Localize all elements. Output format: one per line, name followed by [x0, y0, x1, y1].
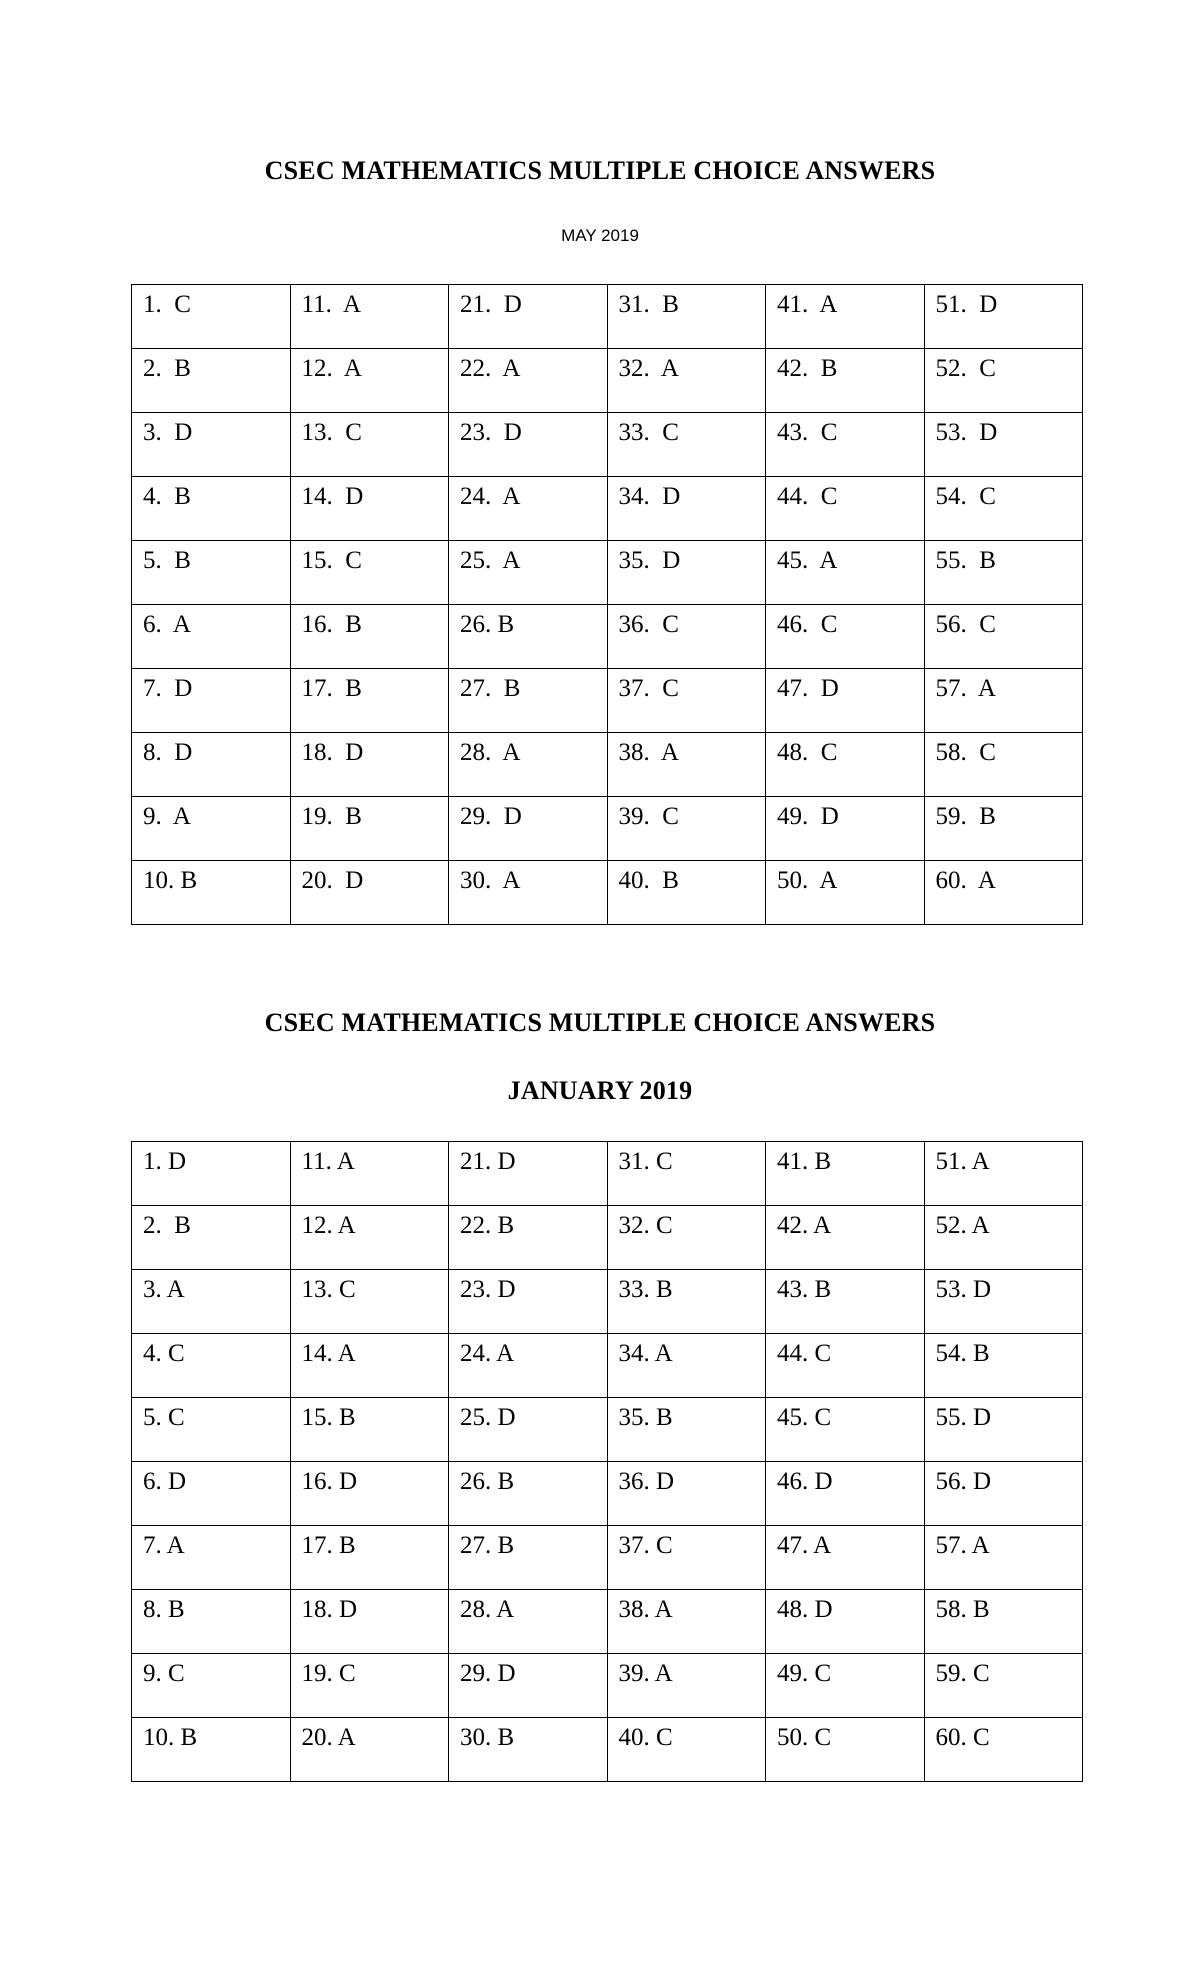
answer-cell: 57. A	[924, 1526, 1083, 1590]
answer-cell: 8. B	[132, 1590, 291, 1654]
answer-cell: 31. B	[607, 285, 766, 349]
answer-cell: 37. C	[607, 669, 766, 733]
answer-cell: 48. D	[766, 1590, 925, 1654]
table-row	[132, 1590, 1083, 1654]
page-title-january: CSEC MATHEMATICS MULTIPLE CHOICE ANSWERS	[264, 1008, 936, 1037]
answer-cell: 45. A	[766, 541, 925, 605]
answer-cell: 31. C	[607, 1142, 766, 1206]
answer-cell: 46. D	[766, 1462, 925, 1526]
answer-cell: 47. A	[766, 1526, 925, 1590]
answer-cell: 6. A	[132, 605, 291, 669]
answer-cell: 40. C	[607, 1718, 766, 1782]
answer-cell: 60. A	[924, 861, 1083, 925]
answer-cell: 19. C	[290, 1654, 449, 1718]
table-row	[132, 1206, 1083, 1270]
answer-cell: 35. D	[607, 541, 766, 605]
answer-cell: 5. C	[132, 1398, 291, 1462]
answer-cell: 43. B	[766, 1270, 925, 1334]
answer-cell: 32. A	[607, 349, 766, 413]
table-row	[132, 669, 1083, 733]
answer-cell: 36. D	[607, 1462, 766, 1526]
table-row	[132, 1334, 1083, 1398]
answer-cell: 17. B	[290, 669, 449, 733]
answer-cell: 39. C	[607, 797, 766, 861]
answer-cell: 1. D	[132, 1142, 291, 1206]
answer-cell: 13. C	[290, 413, 449, 477]
answer-cell: 50. A	[766, 861, 925, 925]
answer-cell: 43. C	[766, 413, 925, 477]
answer-cell: 34. D	[607, 477, 766, 541]
answer-cell: 33. C	[607, 413, 766, 477]
table-row	[132, 1718, 1083, 1782]
answer-cell: 14. A	[290, 1334, 449, 1398]
answer-cell: 59. C	[924, 1654, 1083, 1718]
answer-cell: 52. C	[924, 349, 1083, 413]
answer-cell: 60. C	[924, 1718, 1083, 1782]
answer-cell: 4. B	[132, 477, 291, 541]
answer-cell: 42. B	[766, 349, 925, 413]
table-row	[132, 285, 1083, 349]
answer-cell: 37. C	[607, 1526, 766, 1590]
answer-cell: 58. B	[924, 1590, 1083, 1654]
answer-cell: 8. D	[132, 733, 291, 797]
answer-cell: 53. D	[924, 1270, 1083, 1334]
section-subtitle-january: JANUARY 2019	[507, 1076, 693, 1105]
table-row	[132, 861, 1083, 925]
answer-cell: 22. A	[449, 349, 608, 413]
table-row	[132, 1270, 1083, 1334]
answer-cell: 3. A	[132, 1270, 291, 1334]
answer-cell: 58. C	[924, 733, 1083, 797]
answer-cell: 27. B	[449, 1526, 608, 1590]
answer-cell: 16. D	[290, 1462, 449, 1526]
answer-cell: 42. A	[766, 1206, 925, 1270]
answer-cell: 24. A	[449, 477, 608, 541]
page-title-may: CSEC MATHEMATICS MULTIPLE CHOICE ANSWERS	[264, 156, 936, 185]
answer-cell: 7. D	[132, 669, 291, 733]
answer-cell: 21. D	[449, 285, 608, 349]
table-row	[132, 1398, 1083, 1462]
answer-cell: 30. B	[449, 1718, 608, 1782]
answer-cell: 18. D	[290, 733, 449, 797]
answer-cell: 52. A	[924, 1206, 1083, 1270]
answer-cell: 56. D	[924, 1462, 1083, 1526]
answer-cell: 4. C	[132, 1334, 291, 1398]
answer-cell: 2. B	[132, 1206, 291, 1270]
answer-cell: 9. C	[132, 1654, 291, 1718]
answer-cell: 1. C	[132, 285, 291, 349]
answer-cell: 28. A	[449, 1590, 608, 1654]
answer-cell: 49. C	[766, 1654, 925, 1718]
table-row	[132, 797, 1083, 861]
answer-cell: 26. B	[449, 1462, 608, 1526]
answer-cell: 24. A	[449, 1334, 608, 1398]
table-row	[132, 413, 1083, 477]
answer-cell: 21. D	[449, 1142, 608, 1206]
table-row	[132, 733, 1083, 797]
answer-cell: 36. C	[607, 605, 766, 669]
section-subtitle-may: MAY 2019	[561, 226, 639, 245]
answer-cell: 19. B	[290, 797, 449, 861]
answer-cell: 18. D	[290, 1590, 449, 1654]
answer-cell: 51. A	[924, 1142, 1083, 1206]
table-row	[132, 1526, 1083, 1590]
answer-cell: 55. B	[924, 541, 1083, 605]
answer-cell: 15. C	[290, 541, 449, 605]
answer-cell: 2. B	[132, 349, 291, 413]
answer-cell: 13. C	[290, 1270, 449, 1334]
answer-cell: 57. A	[924, 669, 1083, 733]
answer-cell: 16. B	[290, 605, 449, 669]
answer-cell: 44. C	[766, 1334, 925, 1398]
answer-cell: 10. B	[132, 861, 291, 925]
answer-cell: 45. C	[766, 1398, 925, 1462]
answer-cell: 14. D	[290, 477, 449, 541]
answer-cell: 47. D	[766, 669, 925, 733]
answer-cell: 39. A	[607, 1654, 766, 1718]
answer-cell: 34. A	[607, 1334, 766, 1398]
answer-cell: 50. C	[766, 1718, 925, 1782]
answer-cell: 20. D	[290, 861, 449, 925]
table-row	[132, 1142, 1083, 1206]
answer-cell: 25. A	[449, 541, 608, 605]
answer-cell: 38. A	[607, 1590, 766, 1654]
answer-cell: 54. B	[924, 1334, 1083, 1398]
answer-cell: 12. A	[290, 349, 449, 413]
table-row	[132, 349, 1083, 413]
answer-cell: 38. A	[607, 733, 766, 797]
table-row	[132, 1654, 1083, 1718]
answer-cell: 29. D	[449, 1654, 608, 1718]
answer-cell: 55. D	[924, 1398, 1083, 1462]
answer-cell: 23. D	[449, 1270, 608, 1334]
answer-cell: 9. A	[132, 797, 291, 861]
answer-cell: 51. D	[924, 285, 1083, 349]
answer-cell: 33. B	[607, 1270, 766, 1334]
answer-cell: 22. B	[449, 1206, 608, 1270]
table-row	[132, 1462, 1083, 1526]
answer-cell: 11. A	[290, 1142, 449, 1206]
answer-cell: 54. C	[924, 477, 1083, 541]
answer-cell: 59. B	[924, 797, 1083, 861]
answer-cell: 25. D	[449, 1398, 608, 1462]
answer-table-january	[131, 1141, 1083, 1782]
answer-cell: 5. B	[132, 541, 291, 605]
answer-cell: 30. A	[449, 861, 608, 925]
answer-cell: 7. A	[132, 1526, 291, 1590]
answer-cell: 10. B	[132, 1718, 291, 1782]
answer-cell: 41. B	[766, 1142, 925, 1206]
answer-cell: 11. A	[290, 285, 449, 349]
table-row	[132, 541, 1083, 605]
answer-cell: 6. D	[132, 1462, 291, 1526]
answer-table-may	[131, 284, 1083, 925]
answer-cell: 32. C	[607, 1206, 766, 1270]
answer-cell: 44. C	[766, 477, 925, 541]
answer-cell: 41. A	[766, 285, 925, 349]
answer-cell: 29. D	[449, 797, 608, 861]
answer-cell: 40. B	[607, 861, 766, 925]
answer-cell: 15. B	[290, 1398, 449, 1462]
answer-cell: 48. C	[766, 733, 925, 797]
answer-cell: 28. A	[449, 733, 608, 797]
answer-cell: 26. B	[449, 605, 608, 669]
answer-cell: 3. D	[132, 413, 291, 477]
answer-cell: 56. C	[924, 605, 1083, 669]
answer-cell: 49. D	[766, 797, 925, 861]
answer-cell: 12. A	[290, 1206, 449, 1270]
answer-cell: 53. D	[924, 413, 1083, 477]
answer-cell: 17. B	[290, 1526, 449, 1590]
answer-cell: 23. D	[449, 413, 608, 477]
answer-cell: 46. C	[766, 605, 925, 669]
table-row	[132, 477, 1083, 541]
answer-cell: 27. B	[449, 669, 608, 733]
table-row	[132, 605, 1083, 669]
answer-cell: 35. B	[607, 1398, 766, 1462]
answer-cell: 20. A	[290, 1718, 449, 1782]
